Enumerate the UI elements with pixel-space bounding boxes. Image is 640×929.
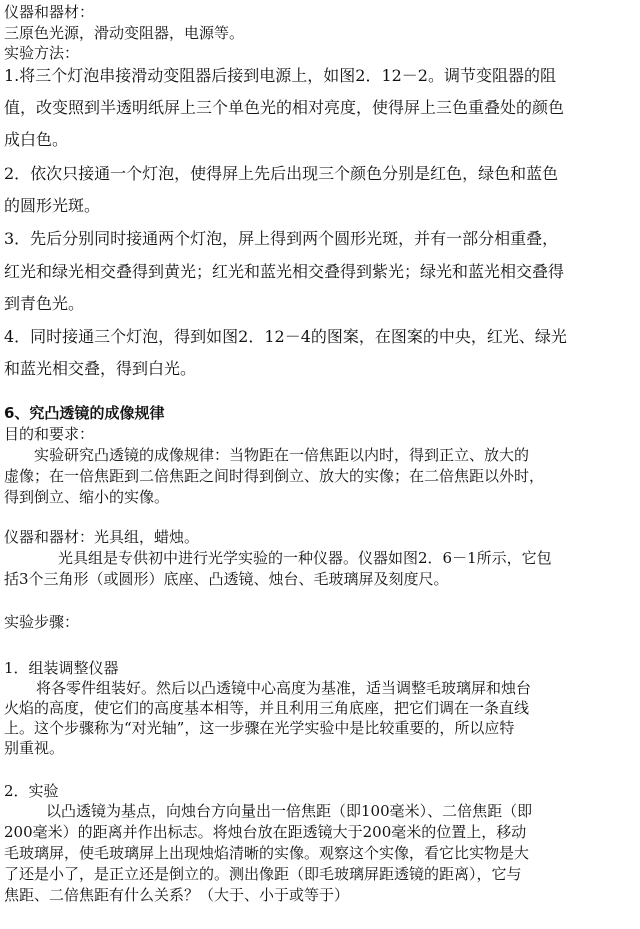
paragraph-line: 到青色光。: [4, 294, 85, 313]
paragraph-line: 别重视。: [4, 739, 65, 757]
paragraph-line: 以凸透镜为基点，向烛台方向量出一倍焦距（即100毫米）、二倍焦距（即: [46, 802, 533, 820]
equipment-line: 仪器和器材：光具组，蜡烛。: [4, 528, 200, 546]
paragraph-line: 4．同时接通三个灯泡，得到如图2．12－4的图案，在图案的中央，红光、绿光: [4, 327, 567, 346]
paragraph-line: 括3个三角形（或圆形）底座、凸透镜、烛台、毛玻璃屏及刻度尺。: [4, 570, 449, 588]
paragraph-line: 的圆形光斑。: [4, 196, 101, 215]
paragraph-line: 了还是小了，是正立还是倒立的。测出像距（即毛玻璃屏距透镜的距离），它与: [4, 865, 522, 883]
paragraph-line: 实验研究凸透镜的成像规律：当物距在一倍焦距以内时，得到正立、放大的: [34, 446, 530, 464]
paragraph-line: 红光和绿光相交叠得到黄光；红光和蓝光相交叠得到紫光；绿光和蓝光相交叠得: [4, 262, 565, 281]
paragraph-line: 毛玻璃屏，使毛玻璃屏上出现烛焰清晰的实像。观察这个实像，看它比实物是大: [4, 844, 530, 862]
section-title: 6、究凸透镜的成像规律: [4, 404, 165, 422]
paragraph-line: 将各零件组装好。然后以凸透镜中心高度为基准，适当调整毛玻璃屏和烛台: [36, 679, 532, 697]
step-title: 1．组装调整仪器: [4, 659, 119, 677]
steps-heading: 实验步骤：: [4, 613, 80, 631]
paragraph-line: 得到倒立、缩小的实像。: [4, 488, 170, 506]
paragraph-line: 焦距、二倍焦距有什么关系？（大于、小于或等于）: [4, 886, 350, 904]
paragraph-line: 和蓝光相交叠，得到白光。: [4, 359, 197, 378]
paragraph-line: 值，改变照到半透明纸屏上三个单色光的相对亮度，使得屏上三色重叠处的颜色: [4, 98, 565, 117]
paragraph-line: 虚像；在一倍焦距到二倍焦距之间时得到倒立、放大的实像；在二倍焦距以外时，: [4, 467, 545, 485]
paragraph-line: 成白色。: [4, 130, 69, 149]
step-title: 2．实验: [4, 782, 59, 800]
purpose-heading: 目的和要求：: [4, 425, 95, 443]
method-heading: 实验方法：: [4, 44, 80, 62]
paragraph-line: 光具组是专供初中进行光学实验的一种仪器。仪器如图2．6－1所示，它包: [58, 549, 552, 567]
paragraph-line: 3．先后分别同时接通两个灯泡，屏上得到两个圆形光斑，并有一部分相重叠，: [4, 229, 559, 248]
equipment-text: 三原色光源，滑动变阻器，电源等。: [4, 24, 245, 42]
paragraph-line: 1.将三个灯泡串接滑动变阻器后接到电源上，如图2．12－2。调节变阻器的阻: [4, 66, 556, 85]
paragraph-line: 2．依次只接通一个灯泡，使得屏上先后出现三个颜色分别是红色，绿色和蓝色: [4, 164, 559, 183]
paragraph-line: 上。这个步骤称为“对光轴”，这一步骤在光学实验中是比较重要的，所以应特: [4, 719, 515, 737]
equipment-heading: 仪器和器材：: [4, 3, 95, 21]
paragraph-line: 火焰的高度，使它们的高度基本相等，并且利用三角底座，把它们调在一条直线: [4, 699, 530, 717]
paragraph-line: 200毫米）的距离并作出标志。将烛台放在距透镜大于200毫米的位置上，移动: [4, 823, 527, 841]
